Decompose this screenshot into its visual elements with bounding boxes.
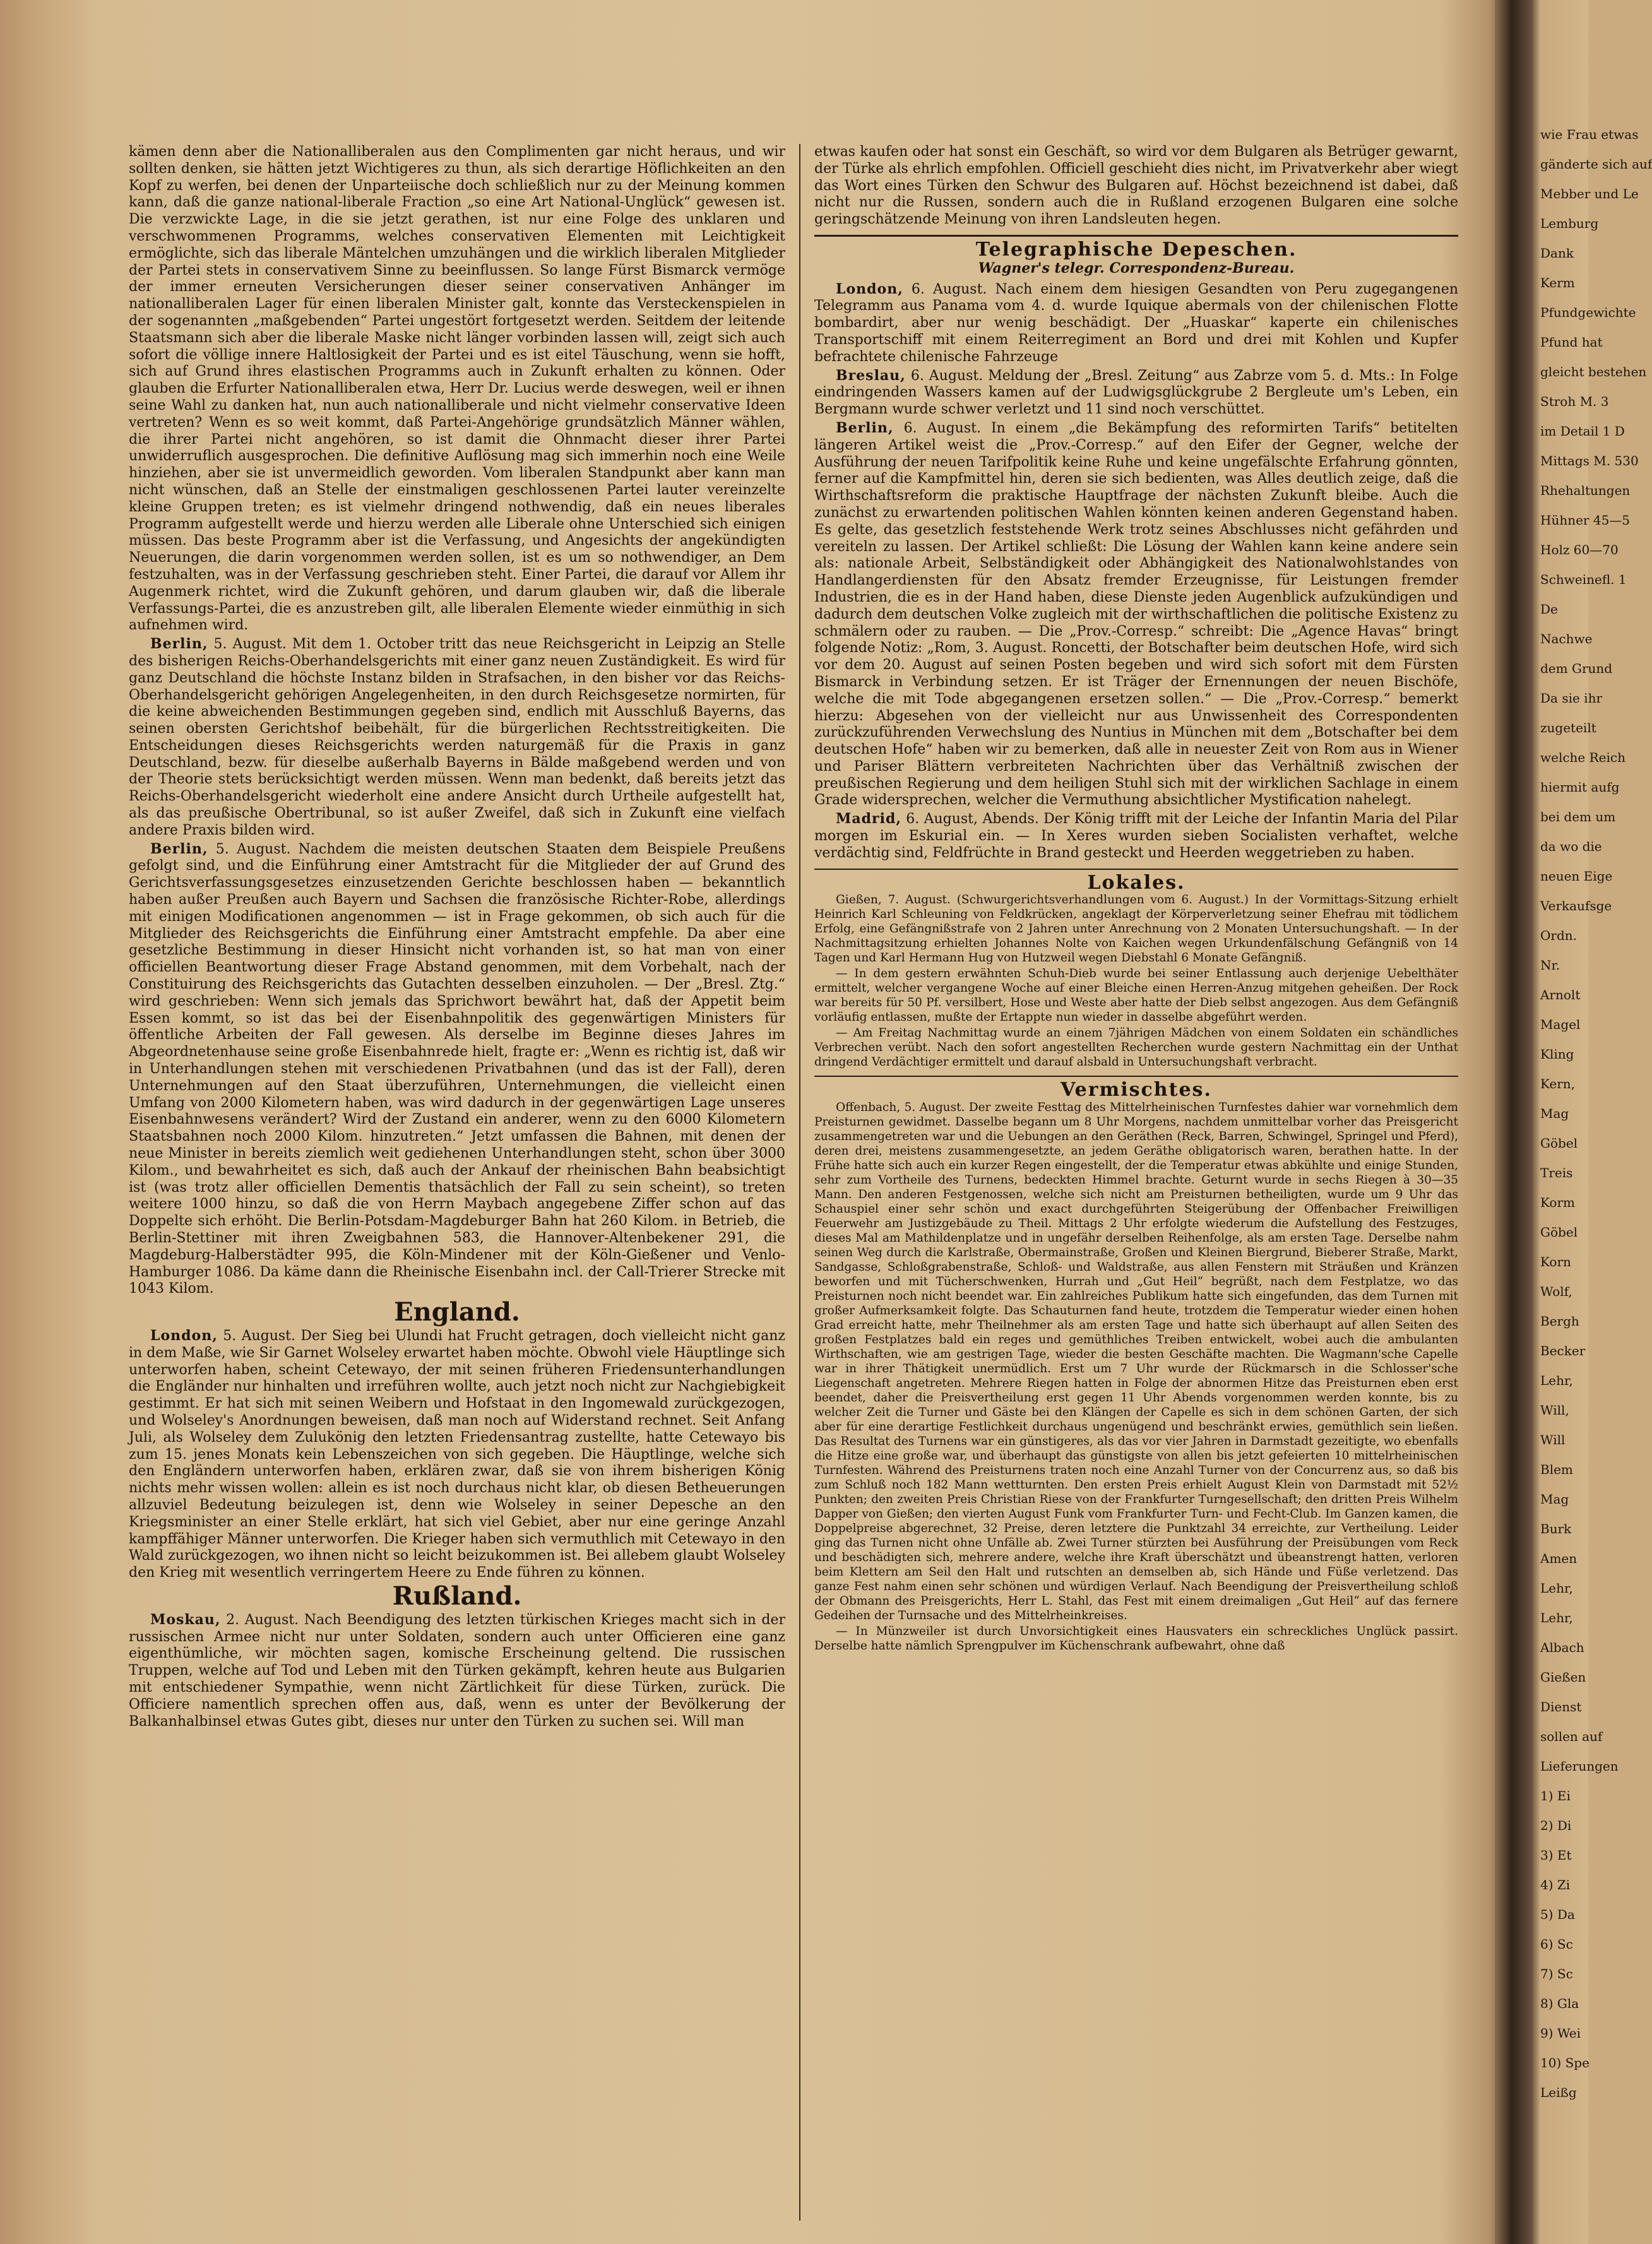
edge-fragment: Mebber und Le — [1540, 186, 1639, 201]
section-heading-lokales: Lokales. — [1087, 871, 1186, 894]
edge-fragment: Mittags M. 530 — [1540, 453, 1639, 468]
left-column — [129, 144, 785, 2221]
edge-fragment: Pfund hat — [1540, 335, 1603, 350]
edge-fragment: Lehr, — [1540, 1581, 1573, 1596]
edge-fragment: Dienst — [1540, 1699, 1582, 1714]
edge-fragment: Korm — [1540, 1195, 1575, 1210]
edge-fragment: Pfundgewichte — [1540, 305, 1636, 320]
edge-fragment: 2) Di — [1540, 1818, 1572, 1833]
section-heading-england: England. — [394, 1297, 520, 1327]
dateline-place: London, — [836, 280, 903, 297]
edge-fragment: Lemburg — [1540, 216, 1599, 231]
edge-fragment: 6) Sc — [1540, 1937, 1573, 1952]
edge-fragment: Ordn. — [1540, 928, 1577, 943]
edge-fragment: im Detail 1 D — [1540, 424, 1625, 439]
section-subheading: Wagner's telegr. Correspondenz-Bureau. — [978, 259, 1295, 276]
edge-fragment: sollen auf — [1540, 1729, 1603, 1744]
continuation-paragraph: etwas kaufen oder hat sonst ein Geschäft, so wird vor dem Bulgaren als Betrüger gewarnt, der Türke als ehrlich empfohlen. Officiell geschieht dies nicht, im Privatverkehr aber wiegt das Wort eines Türken den Schwur des Bulgaren auf. Höchst bezeichnend ist dabei, daß nicht nur die Russen, sondern auch die in Rußland erzogenen Bulgaren eine solche geringschätzende Meinung von ihren Landsleuten hegen. — [814, 144, 1458, 228]
edge-fragment: Will, — [1540, 1403, 1569, 1418]
edge-fragment: 1) Ei — [1540, 1788, 1571, 1803]
edge-fragment: Da sie ihr — [1540, 691, 1603, 706]
dateline-place: Breslau, — [836, 367, 906, 384]
edge-fragment: da wo die — [1540, 839, 1602, 854]
article-lokales-3: — Am Freitag Nachmittag wurde an einem 7jährigen Mädchen von einem Soldaten ein schändliches Verbrechen verübt. Nach den sofort angestellten Recherchen wurde gestern Nachmittag ein der Unthat dringend Verdächtiger ermittelt und darauf alsbald in Untersuchungshaft verbracht. — [814, 1026, 1458, 1069]
edge-fragment: 9) Wei — [1540, 2026, 1581, 2041]
edge-fragment: Arnolt — [1540, 987, 1581, 1002]
article-muenzweiler: — In Münzweiler ist durch Unvorsichtigkeit eines Hausvaters ein schreckliches Unglück passirt. Derselbe hatte nämlich Sprengpulver im Küchenschrank aufbewahrt, ohne daß — [814, 1625, 1458, 1653]
article-text: 6. August, Abends. Der König trifft mit der Leiche der Infantin Maria del Pilar morgen im Eskurial ein. — In Xeres wurden sieben Socialisten verhaftet, welche verdächtig sind, Feldfrüchte in Brand gesteckt und Heerden weggetrieben zu haben. — [814, 811, 1459, 861]
article-text: 2. August. Nach Beendigung des letzten türkischen Krieges macht sich in der russischen Armee nicht nur unter Soldaten, sondern auch unter Officieren eine ganz eigenthümliche, wir möchten sagen, komische Erscheinung geltend. Die russischen Truppen, welche auf Tod und Leben mit den Türken gekämpft, kehren heute aus Bulgarien mit entschiedener Sympathie, wenn nicht Zärtlichkeit für diese Türken, zurück. Die Officiere namentlich sprechen offen aus, daß, wenn es unter der Bevölkerung der Balkanhalbinsel etwas Gutes gibt, dieses nur unter den Türken zu suchen sei. Will man — [129, 1612, 785, 1730]
article-text: 6. August. Meldung der „Bresl. Zeitung“ aus Zabrze vom 5. d. Mts.: In Folge eindringenden Wassers kamen auf der Ludwigsglückgrube 2 Bergleute um's Leben, ein Bergmann wurde schwer verletzt und 11 sind noch verschüttet. — [814, 367, 1459, 418]
section-rule — [814, 869, 1458, 870]
section-heading-vermischtes: Vermischtes. — [1061, 1079, 1212, 1101]
edge-fragment: Kerm — [1540, 275, 1575, 290]
edge-fragment: Amen — [1540, 1551, 1578, 1566]
article-text: 5. August. Mit dem 1. October tritt das neue Reichsgericht in Leipzig an Stelle des bisherigen Reichs-Oberhandelsgerichts mit einer ganz neuen Zuständigkeit. Es wird für ganz Deutschland die höchste Instanz bilden in Strafsachen, in den bisher vor das Reichs-Oberhandelsgericht gehörigen Angelegenheiten, in den durch Reichsgesetze normirten, für die keine abweichenden Bestimmungen gegeben sind, endlich mit Ausschluß Bayerns, das seinen obersten Gerichtshof beibehält, für die bürgerlichen Rechtsstreitigkeiten. Die Entscheidungen dieses Reichsgerichts werden naturgemäß für die Praxis in ganz Deutschland, bezw. für dieselbe außerhalb Bayerns in Bälde maßgebend werden und von der Theorie stets berücksichtigt werden müssen. Wenn man bedenkt, daß bereits jetzt das Reichs-Oberhandelsgericht wiederholt eine andere Ansicht durch Urtheile aufgestellt hat, als das preußische Obertribunal, so ist außer Zweifel, daß sich in Zukunft eine vielfach andere Praxis bilden wird. — [129, 636, 785, 838]
edge-fragment: Kern, — [1540, 1076, 1576, 1091]
right-column — [814, 144, 1458, 2221]
edge-fragment: gänderte sich auf — [1540, 157, 1652, 172]
edge-fragment: zugeteilt — [1540, 720, 1596, 735]
article-moskau — [129, 1612, 785, 1731]
edge-fragment: Leißg — [1540, 2085, 1577, 2100]
edge-fragment: bei dem um — [1540, 809, 1616, 824]
article-madrid — [814, 810, 1458, 862]
edge-fragment: Treis — [1540, 1165, 1573, 1180]
article-lokales-2: — In dem gestern erwähnten Schuh-Dieb wurde bei seiner Entlassung auch derjenige Uebelthäter ermittelt, welcher vergangene Woche auf einer Bleiche einen Herren-Anzug mitgehen geheißen. Der Rock war bereits für 50 Pf. versilbert, Hose und Weste aber hatte der Dieb selbst angezogen. Aus dem Gefängniß vorläufig entlassen, mußte der Ertappte nun wieder in dasselbe abgeführt werden. — [814, 967, 1458, 1024]
article-offenbach: Offenbach, 5. August. Der zweite Festtag des Mittelrheinischen Turnfestes dahier war vornehmlich dem Preisturnen gewidmet. Dasselbe begann um 8 Uhr Morgens, nachdem unmittelbar vorher das Preisgericht zusammengetreten war und die Uebungen an den Geräthen (Reck, Barren, Schwingel, Springel und Pferd), deren drei, meistens zusammengesetzte, an jedem Geräthe obligatorisch waren, berathen hatte. In der Frühe hatte sich auch ein kurzer Regen eingestellt, der die Temperatur etwas abkühlte und einige Stunden, sehr zum Vortheile des Turnens, bedeckten Himmel brachte. Geturnt wurde in sechs Riegen à 30—35 Mann. Den anderen Festgenossen, welche sich nicht am Preisturnen betheiligten, wurde um 9 Uhr das Schauspiel einer sehr schön und exact durchgeführten Steigerübung der Offenbacher Freiwilligen Feuerwehr am Justizgebäude zu Theil. Mittags 2 Uhr erfolgte wiederum die Aufstellung des Festzuges, dieses Mal am Mathildenplatze und in ungefähr derselben Reihenfolge, als am ersten Tage. Derselbe nahm seinen Weg durch die Karlstraße, Obermainstraße, Großen und Kleinen Biergrund, Bieberer Straße, Markt, Sandgasse, Schloßgrabenstraße, Schloß- und Waldstraße, aus allen Fenstern mit Sträußen und Kränzen beworfen und mit Tücherschwenken, Hurrah und „Gut Heil“ begrüßt, nach dem Festplatze, wo das Preisturnen noch nicht beendet war. Ein zahlreiches Publikum hatte sich eingefunden, das dem Turnen mit großer Aufmerksamkeit folgte. Das Schauturnen fand heute, trotzdem die Temperatur wieder einen hohen Grad erreicht hatte, mehr Theilnehmer als am ersten Tage und hatte sich überhaupt auf allen Seiten des großen Festplatzes bald ein reges und gemüthliches Treiben entwickelt, wobei auch die ambulanten Wirthschaften, wie am gestrigen Tage, wieder die besten Geschäfte machten. Die Wagmann'sche Capelle war in ihrer Thätigkeit unermüdlich. Erst um 7 Uhr wurde der Rückmarsch in die Schlosser'sche Liegenschaft angetreten. Mehrere Riegen hatten in Folge der abnormen Hitze das Preisturnen eben erst beendet, daher die Preisvertheilung erst gegen 11 Uhr Abends vorgenommen werden konnte, bis zu welcher Zeit die Turner und Gäste bei den Klängen der Capelle es sich in dem schönen Garten, der sich aber für eine derartige Festlichkeit durchaus ungenügend und beschränkt erwies, gemüthlich sein ließen. Das Resultat des Turnens war ein günstigeres, als das vor vier Jahren in Darmstadt gezeitigte, wo ebenfalls die Hitze eine große war, und überhaupt das günstigste von allen bis jetzt gefeierten 10 mittelrheinischen Turnfesten. Während des Preisturnens traten noch eine Anzahl Turner von der Concurrenz aus, so daß bis zum Schluß noch 182 Mann wettturnten. Den ersten Preis erhielt August Klein von Darmstadt mit 52½ Punkten; den zweiten Preis Christian Riese von der Frankfurter Turngesellschaft; den dritten Preis Wilhelm Dapper von Gießen; den vierten August Funk vom Frankfurter Turn- und Fecht-Club. Im Ganzen kamen, die Doppelpreise abgerechnet, 32 Preise, deren letztere die Punktzahl 34 erreichte, zur Vertheilung. Leider ging das Turnen nicht ohne Unfälle ab. Zwei Turner stürzten bei Ausführung der Preisübungen vom Reck und beschädigten sich, mehrere andere, welche ihre Kraft überschätzt und übeanstrengt hatten, verloren beim Klettern am Seil den Halt und rutschten an demselben ab, sich Hände und Füße verletzend. Das ganze Fest nahm einen sehr schönen und würdigen Verlauf. Nach Beendigung der Preisvertheilung schloß der Obmann des Preisgerichts, Herr L. Stahl, das Fest mit einem dreimaligen „Gut Heil“ auf das fernere Gedeihen der Turnsache und des Mittelrheinkreises. — [814, 1101, 1458, 1623]
edge-fragment: Becker — [1540, 1343, 1586, 1358]
edge-fragment: Göbel — [1540, 1136, 1578, 1151]
edge-fragment: Nr. — [1540, 958, 1560, 973]
article-london-2 — [814, 281, 1458, 366]
article-berlin-3 — [814, 420, 1458, 809]
section-rule — [814, 1076, 1458, 1077]
edge-fragment: Verkaufsge — [1540, 898, 1612, 913]
edge-fragment: 4) Zi — [1540, 1877, 1571, 1892]
edge-fragment: Albach — [1540, 1640, 1584, 1655]
section-rule — [814, 235, 1458, 237]
edge-fragment: Rhehaltungen — [1540, 483, 1631, 498]
edge-fragment: welche Reich — [1540, 750, 1625, 765]
edge-fragment: Magel — [1540, 1017, 1581, 1032]
article-text: 6. August. Nach einem dem hiesigen Gesandten von Peru zugegangenen Telegramm aus Panama vom 4. d. wurde Iquique abermals von der chilenischen Flotte bombardirt, aber nur wenig beschädigt. Der „Huaskar“ kaperte ein chilenisches Transportschiff mit einem Reiterregiment an Bord und drei mit Kohlen und Kupfer befrachtete chilenische Fahrzeuge — [814, 281, 1458, 365]
edge-fragment: Göbel — [1540, 1225, 1578, 1240]
edge-fragment: Burk — [1540, 1521, 1572, 1536]
edge-fragment: Blem — [1540, 1462, 1573, 1477]
edge-fragment: 3) Et — [1540, 1848, 1572, 1863]
edge-fragment: De — [1540, 602, 1558, 617]
vermischtes-block — [814, 1100, 1458, 1653]
edge-fragment: hiermit aufg — [1540, 780, 1620, 795]
article-london-1 — [129, 1327, 785, 1582]
book-binding-gutter — [1495, 0, 1533, 2244]
edge-fragment: Dank — [1540, 246, 1574, 261]
edge-fragment: neuen Eige — [1540, 869, 1613, 884]
edge-fragment: Lehr, — [1540, 1373, 1573, 1388]
section-heading-russland: Rußland. — [392, 1581, 522, 1611]
edge-fragment: Wolf, — [1540, 1284, 1572, 1299]
edge-fragment: Bergh — [1540, 1314, 1579, 1329]
edge-fragment: Hühner 45—5 — [1540, 513, 1631, 528]
lokales-block — [814, 893, 1458, 1069]
edge-fragment: Mag — [1540, 1492, 1569, 1507]
edge-fragment: Will — [1540, 1432, 1566, 1447]
article-text: 6. August. In einem „die Bekämpfung des reformirten Tarifs“ betitelten längeren Artikel weist die „Prov.-Corresp.“ auf den Eifer der Gegner, welche der Ausführung der neuen Tarifpolitik keine Ruhe und keine ungefälschte Erfahrung gönnten, ferner auf die Kampfmittel hin, deren sie sich bedienten, was Alles deutlich zeige, daß die Wirthschaftsreform die praktische Hauptfrage der nächsten Zukunft bleibe. Auch die zunächst zu erwartenden politischen Wahlen könnten keinen anderen Gegenstand haben. Es gelte, das gesetzlich feststehende Werk trotz seines Abschlusses nicht gefährden und vereiteln zu lassen. Der Artikel schließt: Die Lösung der Wahlen kann keine andere sein als: nationale Arbeit, Selbständigkeit oder Abhängigkeit des Nationalwohlstandes von Handlangerdiensten für den Absatz fremder Erzeugnisse, für Leistungen fremder Industrien, die es in der Hand haben, diese Dienste jeden Augenblick aufzukündigen und dadurch dem deutschen Volke zugleich mit der wirthschaftlichen die politische Existenz zu schmälern oder zu rauben. — Die „Prov.-Corresp.“ schreibt: Die „Agence Havas“ bringt folgende Notiz: „Rom, 3. August. Roncetti, der Botschafter beim deutschen Hofe, wird sich vor dem 20. August auf seinen Posten begeben und wird sich sofort mit dem Fürsten Bismarck in Verbindung setzen. Er ist Träger der Ernennungen der neuen Bischöfe, welche die mit Tode abgegangenen ersetzen sollen.“ — Die „Prov.-Corresp.“ bemerkt hierzu: Abgesehen von der vielleicht nur aus Unwissenheit des Correspondenten zurückzuführenden Verwechslung des Nuntius in München mit dem „Botschafter bei dem deutschen Hofe“ haben wir zu bemerken, daß alle in neuester Zeit von Rom aus in Wiener und Pariser Blättern verbreiteten Nachrichten über das Verhältniß zwischen der preußischen Regierung und dem heiligen Stuhl sich mit der wirklichen Sachlage in einem Grade widersprechen, welcher die Vermuthung absichtlicher Mystification nahelegt. — [814, 420, 1459, 809]
dateline-place: Berlin, — [150, 840, 208, 857]
edge-fragment: 10) Spe — [1540, 2055, 1590, 2070]
edge-fragment: Stroh M. 3 — [1540, 394, 1609, 409]
edge-fragment: 8) Gla — [1540, 1996, 1579, 2011]
edge-fragment: dem Grund — [1540, 661, 1613, 676]
column-divider — [799, 144, 800, 2221]
dateline-place: Berlin, — [836, 419, 894, 436]
intro-paragraph: kämen denn aber die Nationalliberalen aus den Complimenten gar nicht heraus, und wir sollten denken, sie hätten jetzt Wichtigeres zu thun, als sich derartige Höflichkeiten an den Kopf zu werfen, bei denen der Unparteiische doch schließlich nur zu der Meinung kommen kann, daß die ganze national-liberale Fraction „so eine Art National-Unglück“ gewesen ist. Die verzwickte Lage, in die sie jetzt gerathen, ist nur eine Folge des unklaren und verschwommenen Programms, welches conservativen Elementen mit Leichtigkeit ermöglichte, sich das liberale Mäntelchen umzuhängen und die wirklich liberalen Mitglieder der Partei stets in conservativem Sinne zu beeinflussen. So lange Fürst Bismarck vermöge der immer erneuten Versicherungen dieser seiner conservativen Anhänger im nationalliberalen Lager für einen liberalen Minister galt, konnte das Versteckenspielen in der sogenannten „maßgebenden“ Partei ungestört fortgesetzt werden. Seitdem der leitende Staatsmann sich aber die liberale Maske nicht länger vorbinden lassen will, zeigt sich auch sofort die völlige innere Haltlosigkeit der Partei und es ist eitel Täuschung, wenn sie hofft, sich auf Grund ihres elastischen Programms auch in Zukunft erhalten zu können. Oder glauben die Erfurter Nationalliberalen etwa, Herr Dr. Lucius werde deswegen, weil er ihnen seine Wahl zu danken hat, nun auch nationalliberale und nicht vielmehr conservative Ideen vertreten? Wenn es so weit kommt, daß Partei-Angehörige grundsätzlich Männer wählen, die ihrer Partei nicht angehören, so ist damit die Ohnmacht dieser ihrer Partei unwiderruflich ausgesprochen. Die definitive Auflösung mag sich immerhin noch eine Weile hinziehen, aber sie ist unvermeidlich geworden. Vom liberalen Standpunkt aber kann man nicht wünschen, daß an Stelle der einstmaligen geschlossenen Partei lauter vereinzelte kleine Gruppen treten; es ist vielmehr dringend nothwendig, daß ein neues liberales Programm aufgestellt werde und hierzu werden alle Liberale ohne Unterschied sich einigen müssen. Das beste Programm aber ist die Verfassung, und Angesichts der angekündigten Neuerungen, die darin vorgenommen werden sollen, ist es um so nothwendiger, an Dem festzuhalten, was in der Verfassung geschrieben steht. Einer Partei, die darauf vor Allem ihr Augenmerk richtet, wird die Zukunft gehören, und darum glauben wir, daß die liberale Verfassungs-Partei, die es anzustreben gilt, alle liberalen Elemente wieder einmüthig in sich aufnehmen wird. — [129, 144, 785, 634]
edge-fragment: Gießen — [1540, 1670, 1586, 1685]
edge-fragment: Lieferungen — [1540, 1759, 1619, 1774]
edge-fragment: Korn — [1540, 1254, 1571, 1269]
article-berlin-2 — [129, 841, 785, 1298]
article-text: 5. August. Nachdem die meisten deutschen Staaten dem Beispiele Preußens gefolgt sind, und die Einführung einer Amtstracht für die Mitglieder der auf Grund des Gerichtsverfassungsgesetzes einzusetzenden Gerichte beschlossen haben — bekanntlich haben außer Preußen auch Bayern und Sachsen die französische Richter-Robe, allerdings mit einigen Modificationen angenommen — ist in Frage gekommen, ob sich auch für die Mitglieder des Reichsgerichts die Einführung einer Amtstracht empfehle. Da aber eine gesetzliche Bestimmung in dieser Hinsicht nicht vorhanden ist, so hat man von einer officiellen Beantwortung dieser Frage Abstand genommen, mit dem Vorbehalt, nach der Constituirung des Reichsgerichts das Gutachten desselben einzuholen. — Der „Bresl. Ztg.“ wird geschrieben: Wenn sich jemals das Sprichwort bewährt hat, daß der Appetit beim Essen kommt, so ist das bei der Eisenbahnpolitik des gegenwärtigen Ministers für öffentliche Arbeiten der Fall gewesen. Als derselbe im Beginne dieses Jahres im Abgeordnetenhause seine große Eisenbahnrede hielt, fragte er: „Wenn es richtig ist, daß wir in Unterhandlungen stehen mit verschiedenen Privatbahnen (und das ist der Fall), deren Unternehmungen auf den Staat überzuführen, Unternehmungen, die vielleicht einen Umfang von 2000 Kilometern haben, was wird dadurch in der gegenwärtigen Lage unseres Eisenbahnwesens verändert? Wird der Zustand ein anderer, wenn zu den 6000 Kilometern Staatsbahnen noch 2000 Kilom. hinzutreten.“ Jetzt umfassen die Bahnen, mit denen der neue Minister in bereits ziemlich weit gediehenen Unterhandlungen steht, schon über 3000 Kilom., und bewahrheitet es sich, daß auch der Ankauf der rheinischen Bahn beabsichtigt ist (was trotz aller officiellen Dementis thatsächlich der Fall zu sein scheint), so treten weitere 1000 hinzu, so daß die von Herrn Maybach angegebene Ziffer schon auf das Doppelte sich erhöht. Die Berlin-Potsdam-Magdeburger Bahn hat 260 Kilom. in Betrieb, die Berlin-Stettiner mit ihren Zweigbahnen 583, die Hannover-Altenbekener 291, die Magdeburg-Halberstädter 995, die Köln-Mindener mit der Köln-Gießener und Venlo-Hamburger 1086. Da käme dann die Rheinische Eisenbahn incl. der Call-Trierer Strecke mit 1043 Kilom. — [129, 841, 785, 1297]
edge-fragment: wie Frau etwas — [1540, 127, 1639, 142]
section-heading-telegraph: Telegraphische Depeschen. — [975, 238, 1297, 261]
edge-fragment: Mag — [1540, 1106, 1569, 1121]
dateline-place: Berlin, — [150, 636, 208, 653]
edge-fragment: gleicht bestehen — [1540, 364, 1647, 379]
adjacent-page-edge — [1534, 0, 1652, 2244]
dateline-place: Madrid, — [836, 810, 901, 828]
edge-fragment: Holz 60—70 — [1540, 542, 1619, 557]
article-giessen: Gießen, 7. August. (Schwurgerichtsverhandlungen vom 6. August.) In der Vormittags-Sitzung erhielt Heinrich Karl Schleuning von Feldkrücken, angeklagt der Körperverletzung seiner Ehefrau mit tödlichem Erfolg, eine Gefängnißstrafe von 2 Jahren unter Anrechnung von 2 Monaten Untersuchungshaft. — In der Nachmittagsitzung erhielten Johannes Nolte von Kaichen wegen Urkundenfälschung Gefängniß von 14 Tagen und Karl Hermann Hug von Hutzweil wegen Diebstahl 6 Monate Gefängniß. — [814, 893, 1458, 965]
edge-fragment: Schweinefl. 1 — [1540, 572, 1627, 587]
dateline-place: London, — [150, 1327, 218, 1344]
edge-fragment: Kling — [1540, 1047, 1574, 1062]
article-breslau — [814, 367, 1458, 419]
edge-fragment: Lehr, — [1540, 1610, 1573, 1625]
dateline-place: Moskau, — [150, 1611, 221, 1628]
article-berlin-1 — [129, 636, 785, 840]
edge-fragment: Nachwe — [1540, 631, 1593, 646]
edge-fragment: 7) Sc — [1540, 1966, 1573, 1981]
article-text: 5. August. Der Sieg bei Ulundi hat Frucht getragen, doch vielleicht nicht ganz in dem Maße, wie Sir Garnet Wolseley erwartet haben möchte. Obwohl viele Häuptlinge sich unterworfen haben, scheint Cetewayo, der mit seinen früheren Friedensunterhandlungen die Engländer nur hinhalten und irreführen wollte, auch jetzt noch nicht zur Nachgiebigkeit gestimmt. Er hat sich mit seinen Weibern und Hofstaat in den Ingomewald zurückgezogen, und Wolseley's Anordnungen beweisen, daß man noch auf Widerstand rechnet. Seit Anfang Juli, als Wolseley dem Zulukönig den letzten Friedensantrag zustellte, hatte Cetewayo bis zum 15. jenes Monats kein Lebenszeichen von sich gegeben. Die Häuptlinge, welche sich den Engländern unterworfen haben, erklären zwar, daß sie von ihrem bisherigen König nichts mehr wissen wollen: allein es ist noch durchaus nicht klar, ob diesen Betheuerungen allzuviel Bedeutung beizulegen ist, denn wie Wolseley in seiner Depesche an den Kriegsminister an einer Stelle erklärt, hat sich viel Gebiet, aber nur eine geringe Anzahl kampffähiger Männer unterworfen. Die Krieger haben sich vermuthlich mit Cetewayo in den Wald zurückgezogen, wo ihnen nicht so leicht beizukommen ist. Bei allebem glaubt Wolseley den Krieg mit wesentlich verringertem Heere zu Ende führen zu können. — [129, 1327, 785, 1581]
edge-fragment: 5) Da — [1540, 1907, 1575, 1922]
